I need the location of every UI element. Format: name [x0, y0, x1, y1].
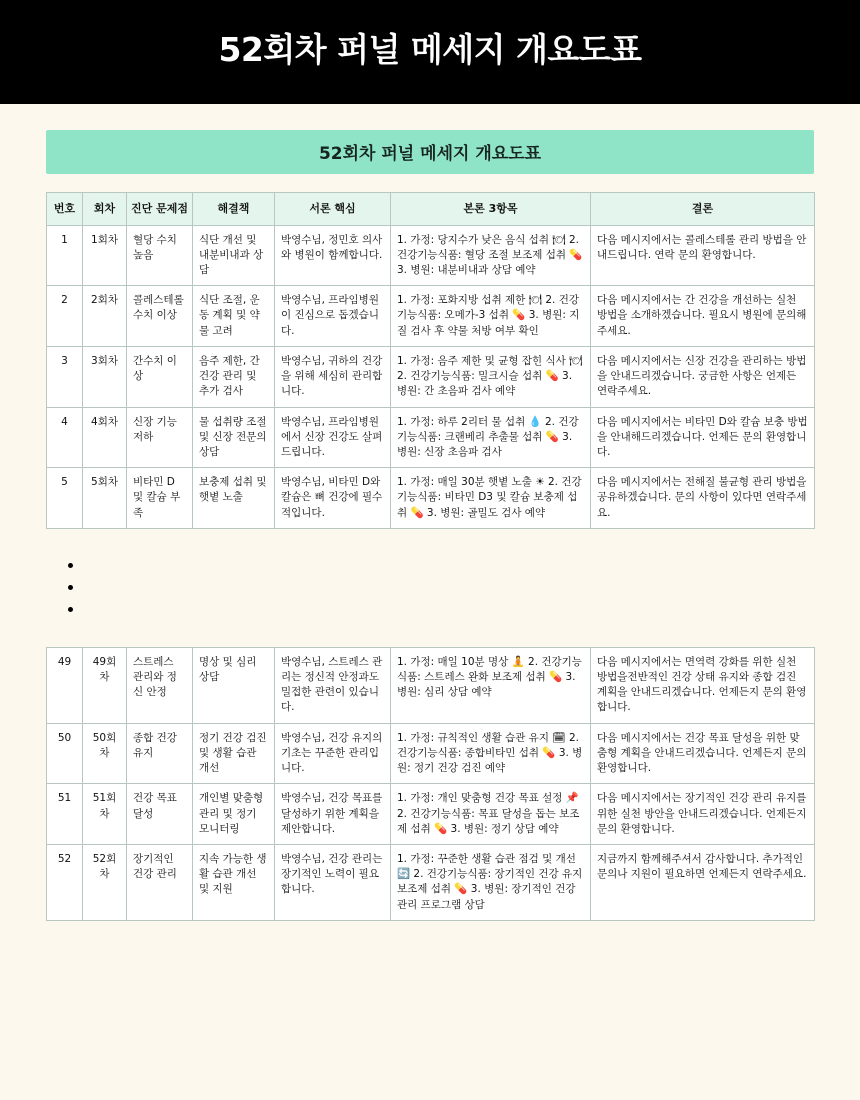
table-row — [47, 845, 815, 921]
list-item — [68, 599, 814, 621]
cell-session: 3회차 — [83, 346, 127, 407]
cell-number: 2 — [47, 286, 83, 347]
cell-session: 4회차 — [83, 407, 127, 468]
cell-session: 49회차 — [83, 647, 127, 723]
column-header-intro: 서론 핵심 — [275, 192, 391, 225]
cell-problem: 콜레스테롤 수치 이상 — [127, 286, 193, 347]
cell-intro: 박영수님, 귀하의 건강을 위해 세심히 관리합니다. — [275, 346, 391, 407]
column-header-problem: 진단 문제점 — [127, 192, 193, 225]
cell-solution: 음주 제한, 간 건강 관리 및 추가 검사 — [193, 346, 275, 407]
cell-solution: 정기 건강 검진 및 생활 습관 개선 — [193, 723, 275, 784]
cell-session: 50회차 — [83, 723, 127, 784]
cell-intro: 박영수님, 정민호 의사와 병원이 함께합니다. — [275, 225, 391, 286]
banner-title: 52회차 퍼널 메세지 개요도표 — [218, 30, 642, 69]
cell-session: 52회차 — [83, 845, 127, 921]
cell-number: 50 — [47, 723, 83, 784]
cell-problem: 장기적인 건강 관리 — [127, 845, 193, 921]
table-row — [47, 225, 815, 286]
table-header-row — [47, 192, 815, 225]
column-header-solution: 해결책 — [193, 192, 275, 225]
table-row — [47, 784, 815, 845]
table-row — [47, 647, 815, 723]
cell-solution: 개인별 맞춤형 관리 및 정기 모니터링 — [193, 784, 275, 845]
column-header-number: 번호 — [47, 192, 83, 225]
column-header-body: 본론 3항목 — [391, 192, 591, 225]
cell-body: 1. 가정: 매일 30분 햇볕 노출 ☀ 2. 건강기능식품: 비타민 D3 및 칼슘 보충제 섭취 💊 3. 병원: 골밀도 검사 예약 — [391, 468, 591, 529]
cell-number: 4 — [47, 407, 83, 468]
cell-solution: 식단 개선 및 내분비내과 상담 — [193, 225, 275, 286]
cell-intro: 박영수님, 건강 유지의 기초는 꾸준한 관리입니다. — [275, 723, 391, 784]
column-header-conclusion: 결론 — [591, 192, 815, 225]
cell-intro: 박영수님, 스트레스 관리는 정신적 안정과도 밀접한 관련이 있습니다. — [275, 647, 391, 723]
bullet-list — [46, 555, 814, 621]
cell-intro: 박영수님, 건강 관리는 장기적인 노력이 필요합니다. — [275, 845, 391, 921]
cell-conclusion: 다음 메시지에서는 간 건강을 개선하는 실천 방법을 소개하겠습니다. 필요시 병원에 문의해주세요. — [591, 286, 815, 347]
cell-conclusion: 다음 메시지에서는 장기적인 건강 관리 유지를 위한 실천 방안을 안내드리겠습니다. 언제든지 문의 환영합니다. — [591, 784, 815, 845]
table-row — [47, 286, 815, 347]
cell-body: 1. 가정: 규칙적인 생활 습관 유지 🗓 2. 건강기능식품: 종합비타민 섭취 💊 3. 병원: 정기 건강 검진 예약 — [391, 723, 591, 784]
table-row — [47, 723, 815, 784]
cell-solution: 명상 및 심리 상담 — [193, 647, 275, 723]
list-item — [68, 577, 814, 599]
cell-session: 2회차 — [83, 286, 127, 347]
table-row — [47, 407, 815, 468]
document-page — [0, 130, 860, 961]
document-title: 52회차 퍼널 메세지 개요도표 — [46, 130, 814, 174]
cell-problem: 비타민 D 및 칼슘 부족 — [127, 468, 193, 529]
cell-problem: 혈당 수치 높음 — [127, 225, 193, 286]
cell-body: 1. 가정: 하루 2리터 물 섭취 💧 2. 건강기능식품: 크랜베리 추출물 섭취 💊 3. 병원: 신장 초음파 검사 — [391, 407, 591, 468]
cell-session: 5회차 — [83, 468, 127, 529]
cell-intro: 박영수님, 비타민 D와 칼슘은 뼈 건강에 필수적입니다. — [275, 468, 391, 529]
column-header-session: 회차 — [83, 192, 127, 225]
page-banner — [0, 0, 860, 104]
cell-body: 1. 가정: 매일 10분 명상 🧘 2. 건강기능식품: 스트레스 완화 보조제 섭취 💊 3. 병원: 심리 상담 예약 — [391, 647, 591, 723]
cell-conclusion: 다음 메시지에서는 비타민 D와 칼슘 보충 방법을 안내해드리겠습니다. 언제든 문의 환영합니다. — [591, 407, 815, 468]
cell-solution: 보충제 섭취 및 햇볕 노출 — [193, 468, 275, 529]
cell-number: 52 — [47, 845, 83, 921]
cell-number: 3 — [47, 346, 83, 407]
cell-solution: 지속 가능한 생활 습관 개선 및 지원 — [193, 845, 275, 921]
cell-number: 1 — [47, 225, 83, 286]
cell-problem: 건강 목표 달성 — [127, 784, 193, 845]
cell-number: 5 — [47, 468, 83, 529]
cell-conclusion: 다음 메시지에서는 신장 건강을 관리하는 방법을 안내드리겠습니다. 궁금한 사항은 언제든 연락주세요. — [591, 346, 815, 407]
cell-conclusion: 다음 메시지에서는 전해질 불균형 관리 방법을 공유하겠습니다. 문의 사항이 있다면 연락주세요. — [591, 468, 815, 529]
cell-problem: 간수치 이상 — [127, 346, 193, 407]
cell-solution: 물 섭취량 조절 및 신장 전문의 상담 — [193, 407, 275, 468]
cell-intro: 박영수님, 건강 목표를 달성하기 위한 계획을 제안합니다. — [275, 784, 391, 845]
cell-body: 1. 가정: 포화지방 섭취 제한 🍽 2. 건강기능식품: 오메가-3 섭취 💊 3. 병원: 지질 검사 후 약물 처방 여부 확인 — [391, 286, 591, 347]
cell-body: 1. 가정: 당지수가 낮은 음식 섭취 🍽 2. 건강기능식품: 혈당 조절 보조제 섭취 💊 3. 병원: 내분비내과 상담 예약 — [391, 225, 591, 286]
cell-conclusion: 다음 메시지에서는 면역력 강화를 위한 실천 방법을전반적인 건강 상태 유지와 종합 검진 계획을 안내드리겠습니다. 언제든지 문의 환영합니다. — [591, 647, 815, 723]
cell-number: 51 — [47, 784, 83, 845]
cell-conclusion: 다음 메시지에서는 건강 목표 달성을 위한 맞춤형 계획을 안내드리겠습니다. 언제든지 문의 환영합니다. — [591, 723, 815, 784]
cell-intro: 박영수님, 프라임병원에서 신장 건강도 살펴드립니다. — [275, 407, 391, 468]
cell-body: 1. 가정: 꾸준한 생활 습관 점검 및 개선 🔄 2. 건강기능식품: 장기적인 건강 유지 보조제 섭취 💊 3. 병원: 장기적인 건강 관리 프로그램 상담 — [391, 845, 591, 921]
cell-conclusion: 다음 메시지에서는 콜레스테롤 관리 방법을 안내드립니다. 연락 문의 환영합니다. — [591, 225, 815, 286]
cell-problem: 스트레스 관리와 정신 안정 — [127, 647, 193, 723]
funnel-table-bottom — [46, 647, 815, 921]
table-row — [47, 346, 815, 407]
cell-problem: 신장 기능 저하 — [127, 407, 193, 468]
funnel-table-top — [46, 192, 815, 529]
table-row — [47, 468, 815, 529]
cell-session: 1회차 — [83, 225, 127, 286]
cell-intro: 박영수님, 프라임병원이 진심으로 돕겠습니다. — [275, 286, 391, 347]
cell-session: 51회차 — [83, 784, 127, 845]
list-item — [68, 555, 814, 577]
cell-problem: 종합 건강 유지 — [127, 723, 193, 784]
cell-solution: 식단 조절, 운동 계획 및 약물 고려 — [193, 286, 275, 347]
cell-body: 1. 가정: 개인 맞춤형 건강 목표 설정 📌 2. 건강기능식품: 목표 달성을 돕는 보조제 섭취 💊 3. 병원: 정기 상담 예약 — [391, 784, 591, 845]
cell-conclusion: 지금까지 함께해주셔서 감사합니다. 추가적인 문의나 지원이 필요하면 언제든지 연락주세요. — [591, 845, 815, 921]
cell-number: 49 — [47, 647, 83, 723]
cell-body: 1. 가정: 음주 제한 및 균형 잡힌 식사 🍽 2. 건강기능식품: 밀크시슬 섭취 💊 3. 병원: 간 초음파 검사 예약 — [391, 346, 591, 407]
